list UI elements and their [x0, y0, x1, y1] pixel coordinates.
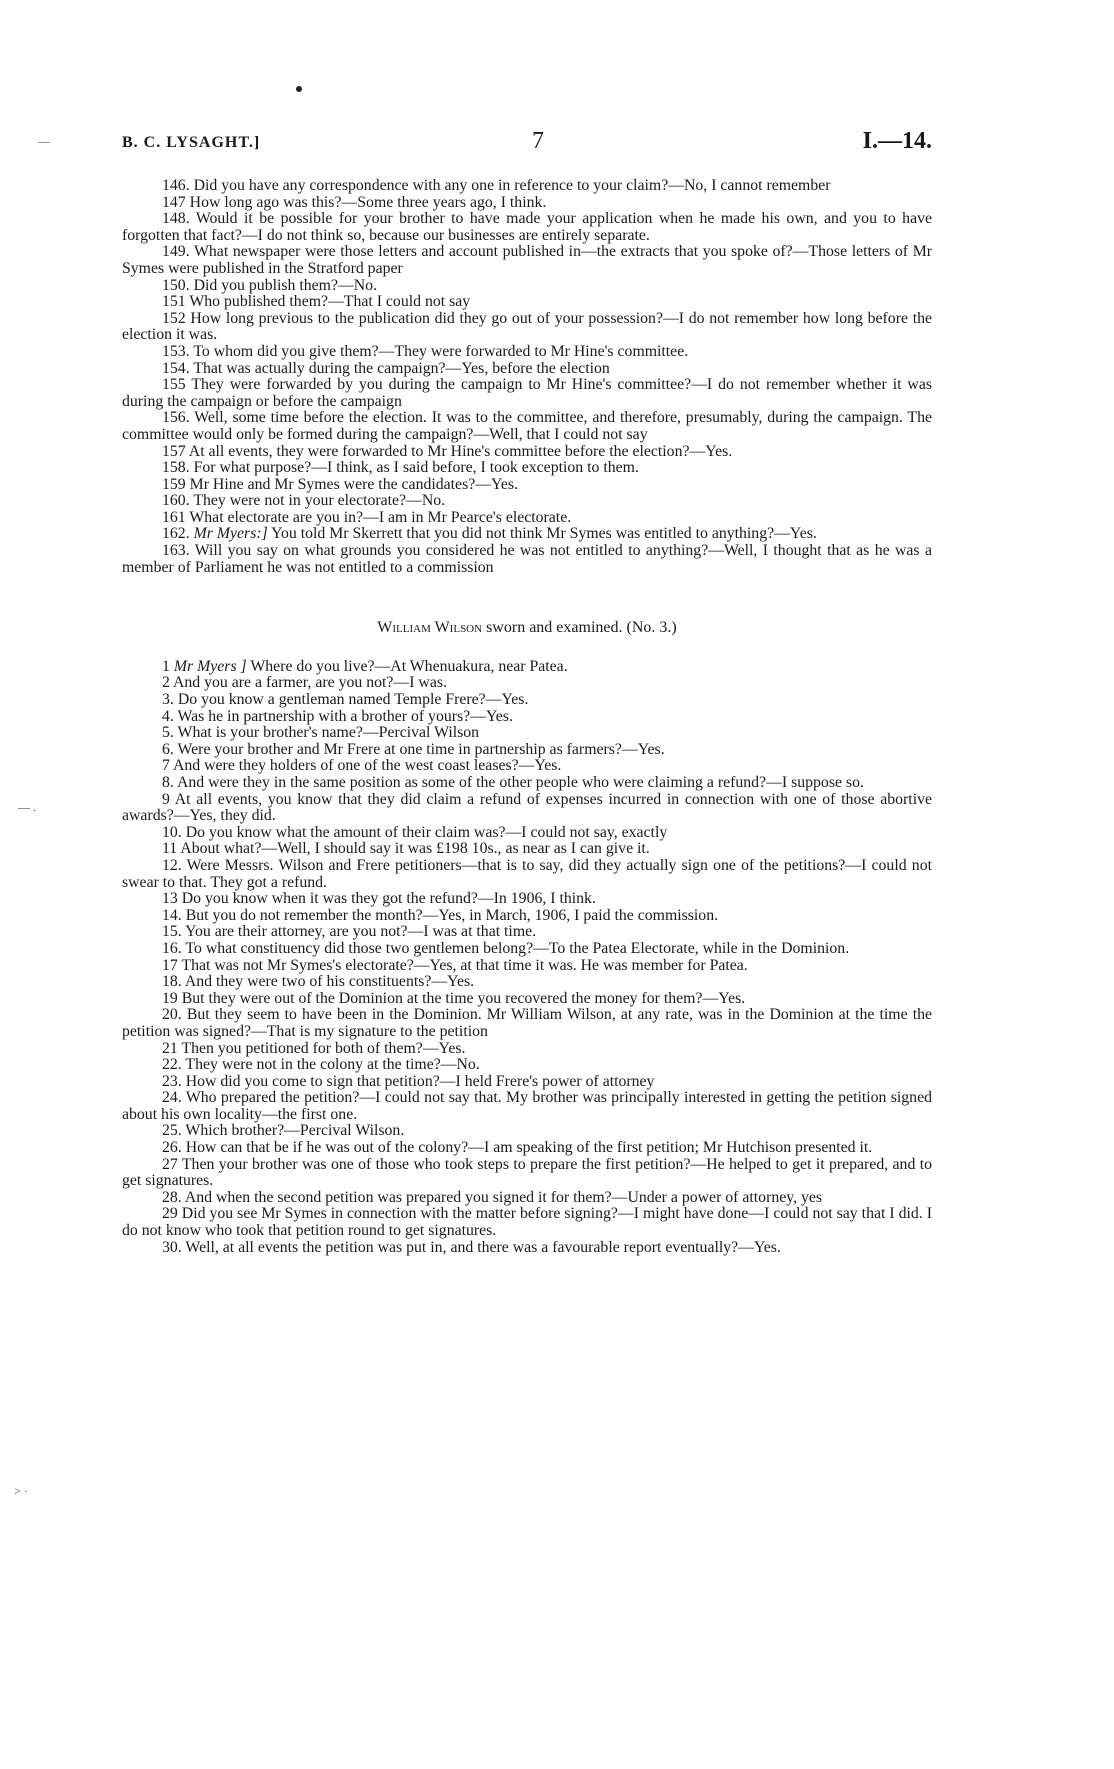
question-text: Well, some time before the election. It was to the committee, and therefore, presumably, during the campaign. The committee would only be formed during the campaign?—Well, that I could not say [122, 409, 932, 443]
question-number: 1 [162, 657, 170, 675]
question-text: Who published them?—That I could not say [189, 293, 471, 311]
section-heading [122, 620, 932, 637]
header-witness: B. C. LYSAGHT.] [122, 134, 261, 151]
question-paragraph [122, 1074, 932, 1091]
question-paragraph [122, 195, 932, 212]
question-number: 155 [162, 376, 186, 394]
testimony-section-wilson [122, 659, 932, 1256]
question-text: How long previous to the publication did they go out of your possession?—I do not remember how long before the election it was. [122, 309, 932, 344]
question-paragraph [122, 1206, 932, 1239]
question-text: How did you come to sign that petition?—I held Frere's power of attorney [185, 1072, 655, 1090]
document-reference: I.—14. [862, 128, 932, 154]
question-text: How long ago was this?—Some three years ago, I think. [189, 193, 547, 211]
question-text: But you do not remember the month?—Yes, in March, 1906, I paid the commission. [185, 906, 719, 924]
question-number: 14. [162, 906, 182, 924]
question-text: For what purpose?—I think, as I said before, I took exception to them. [193, 459, 639, 477]
testimony-section-lysaght [122, 178, 932, 576]
question-paragraph [122, 344, 932, 361]
question-paragraph [122, 1007, 932, 1040]
question-text: They were not in the colony at the time?—No. [185, 1056, 480, 1074]
question-paragraph [122, 1057, 932, 1074]
question-paragraph [122, 659, 932, 676]
question-paragraph [122, 924, 932, 941]
question-number: 2 [162, 674, 170, 692]
question-paragraph [122, 444, 932, 461]
question-paragraph [122, 908, 932, 925]
question-number: 150. [162, 276, 190, 294]
question-text: About what?—Well, I should say it was £198 10s., as near as I can give it. [180, 840, 650, 858]
question-text: And you are a farmer, are you not?—I was. [172, 674, 447, 692]
document-body [122, 178, 932, 1256]
question-number: 9 [162, 790, 170, 808]
question-paragraph [122, 278, 932, 295]
question-paragraph [122, 825, 932, 842]
question-number: 154. [162, 359, 190, 377]
speaker-label: Mr Myers:] [193, 525, 268, 543]
question-text: They were forwarded by you during the campaign to Mr Hine's committee?—I do not remember whether it was during the campaign or before the campaign [122, 376, 932, 410]
question-text: Then your brother was one of those who took steps to prepare the first petition?—He helped to get it prepared, and to get signatures. [122, 1155, 932, 1190]
question-text: You are their attorney, are you not?—I was at that time. [185, 923, 537, 941]
question-paragraph [122, 692, 932, 709]
question-number: 19 [162, 989, 178, 1007]
question-text: Did you have any correspondence with any one in reference to your claim?—No, I cannot remember [193, 177, 831, 194]
question-paragraph [122, 410, 932, 443]
question-number: 152 [162, 309, 186, 327]
question-paragraph [122, 675, 932, 692]
question-number: 29 [162, 1205, 178, 1223]
question-paragraph [122, 1157, 932, 1190]
question-number: 24. [162, 1089, 182, 1107]
question-text: What is your brother's name?—Percival Wilson [177, 724, 480, 742]
witness-number: (No. 3.) [626, 619, 677, 637]
question-text: You told Mr Skerrett that you did not think Mr Symes was entitled to anything?—Yes. [271, 525, 817, 543]
question-number: 30. [162, 1238, 182, 1256]
question-number: 159 [162, 475, 186, 493]
margin-mark: > · [14, 1484, 28, 1498]
question-number: 10. [162, 823, 182, 841]
question-paragraph [122, 244, 932, 277]
question-number: 25. [162, 1122, 182, 1140]
margin-mark: — . [18, 800, 36, 814]
question-paragraph [122, 725, 932, 742]
question-text: That was not Mr Symes's electorate?—Yes, at that time it was. He was member for Patea. [181, 956, 748, 974]
question-number: 151 [162, 293, 186, 311]
question-number: 4. [162, 707, 174, 725]
question-paragraph [122, 311, 932, 344]
question-number: 157 [162, 442, 186, 460]
question-paragraph [122, 891, 932, 908]
question-text: Did you see Mr Symes in connection with the matter before signing?—I might have done—I could not say that I did. I do not know who took that petition round to get signatures. [122, 1205, 933, 1240]
question-text: At all events, they were forwarded to Mr Hine's committee before the election?—Yes. [188, 442, 733, 460]
question-text: How can that be if he was out of the colony?—I am speaking of the first petition; Mr Hutchison presented it. [185, 1139, 873, 1157]
question-text: At all events, you know that they did claim a refund of expenses incurred in connection with one of those abortive awards?—Yes, they did. [122, 790, 932, 825]
question-number: 13 [162, 890, 178, 908]
question-text: But they seem to have been in the Dominion. Mr William Wilson, at any rate, was in the Dominion at the time the petition was signed?—That is my signature to the petition [122, 1006, 932, 1040]
question-number: 147 [162, 193, 186, 211]
question-number: 153. [162, 342, 190, 360]
question-number: 20. [162, 1006, 182, 1024]
question-paragraph [122, 493, 932, 510]
page-header [122, 128, 932, 162]
question-number: 11 [162, 840, 178, 858]
question-text: Who prepared the petition?—I could not say that. My brother was principally interested in getting the petition signed about his own locality—the first one. [122, 1089, 932, 1123]
question-text: Was he in partnership with a brother of yours?—Yes. [177, 707, 513, 725]
question-paragraph [122, 742, 932, 759]
question-paragraph [122, 526, 932, 543]
question-paragraph [122, 543, 932, 576]
question-paragraph [122, 858, 932, 891]
question-number: 15. [162, 923, 182, 941]
question-paragraph [122, 1240, 932, 1257]
question-text: Well, at all events the petition was put in, and there was a favourable report eventually?—Yes. [185, 1238, 781, 1256]
question-paragraph [122, 941, 932, 958]
question-paragraph [122, 958, 932, 975]
question-paragraph [122, 758, 932, 775]
question-paragraph [122, 1140, 932, 1157]
question-paragraph [122, 1090, 932, 1123]
question-text: What electorate are you in?—I am in Mr Pearce's electorate. [189, 508, 572, 526]
question-text: And were they holders of one of the west coast leases?—Yes. [172, 757, 562, 775]
question-paragraph [122, 841, 932, 858]
question-number: 12. [162, 856, 182, 874]
question-text: Which brother?—Percival Wilson. [185, 1122, 405, 1140]
ink-speck [296, 86, 302, 92]
question-number: 5. [162, 724, 174, 742]
question-paragraph [122, 294, 932, 311]
question-number: 3. [162, 691, 174, 709]
question-number: 28. [162, 1188, 182, 1206]
question-paragraph [122, 377, 932, 410]
question-text: Will you say on what grounds you considered he was not entitled to anything?—Well, I thought that as he was a member of Parliament he was not entitled to a commission [122, 542, 932, 576]
margin-mark: — [38, 134, 50, 148]
question-paragraph [122, 991, 932, 1008]
speaker-label: Mr Myers ] [173, 657, 247, 675]
witness-name: William Wilson [377, 619, 483, 637]
question-text: What newspaper were those letters and account published in—the extracts that you spoke of?—Those letters of Mr Symes were published in the Stratford paper [122, 243, 932, 277]
question-text: Do you know a gentleman named Temple Frere?—Yes. [177, 691, 529, 709]
question-number: 160. [162, 492, 190, 510]
question-text: Where do you live?—At Whenuakura, near Patea. [250, 657, 568, 675]
question-number: 163. [162, 542, 190, 560]
question-text: Then you petitioned for both of them?—Yes. [181, 1039, 466, 1057]
question-number: 146. [162, 177, 190, 194]
question-number: 7 [162, 757, 170, 775]
question-text: And they were two of his constituents?—Yes. [184, 973, 475, 991]
question-number: 149. [162, 243, 190, 261]
question-paragraph [122, 792, 932, 825]
question-number: 148. [162, 210, 190, 228]
question-paragraph [122, 709, 932, 726]
question-text: But they were out of the Dominion at the time you recovered the money for them?—Yes. [181, 989, 746, 1007]
question-paragraph [122, 361, 932, 378]
question-paragraph [122, 1123, 932, 1140]
question-number: 22. [162, 1056, 182, 1074]
question-number: 18. [162, 973, 182, 991]
question-text: Would it be possible for your brother to have made your application when he made his own, and you to have forgotten that fact?—I do not think so, because our businesses are entirely separate. [122, 210, 932, 244]
question-text: To what constituency did those two gentlemen belong?—To the Patea Electorate, while in the Dominion. [185, 939, 850, 957]
question-text: And when the second petition was prepared you signed it for them?—Under a power of attorney, yes [184, 1188, 823, 1206]
question-number: 17 [162, 956, 178, 974]
question-number: 23. [162, 1072, 182, 1090]
question-number: 161 [162, 508, 186, 526]
question-number: 16. [162, 939, 182, 957]
question-number: 26. [162, 1139, 182, 1157]
question-paragraph [122, 477, 932, 494]
question-text: Mr Hine and Mr Symes were the candidates?—Yes. [189, 475, 518, 493]
question-text: To whom did you give them?—They were forwarded to Mr Hine's committee. [193, 342, 689, 360]
question-paragraph [122, 1041, 932, 1058]
question-number: 162. [162, 525, 190, 543]
question-paragraph [122, 775, 932, 792]
question-paragraph [122, 178, 932, 195]
question-text: Do you know what the amount of their claim was?—I could not say, exactly [185, 823, 668, 841]
question-number: 21 [162, 1039, 178, 1057]
question-text: That was actually during the campaign?—Yes, before the election [193, 359, 610, 377]
question-text: Did you publish them?—No. [193, 276, 378, 294]
question-paragraph [122, 211, 932, 244]
question-number: 27 [162, 1155, 178, 1173]
question-text: Were your brother and Mr Frere at one time in partnership as farmers?—Yes. [177, 740, 665, 758]
question-text: Do you know when it was they got the refund?—In 1906, I think. [181, 890, 596, 908]
question-number: 156. [162, 409, 190, 427]
question-paragraph [122, 510, 932, 527]
page-number: 7 [532, 128, 544, 154]
question-text: And were they in the same position as some of the other people who were claiming a refund?—I suppose so. [176, 774, 864, 791]
question-paragraph [122, 460, 932, 477]
question-text: They were not in your electorate?—No. [193, 492, 446, 510]
question-number: 6. [162, 740, 174, 758]
question-paragraph [122, 974, 932, 991]
question-number: 8. [162, 774, 174, 791]
question-number: 158. [162, 459, 190, 477]
question-text: Were Messrs. Wilson and Frere petitioners—that is to say, did they actually sign one of the petitions?—I could not swear to that. They got a refund. [122, 856, 932, 891]
question-paragraph [122, 1190, 932, 1207]
heading-text: sworn and examined. [486, 619, 623, 637]
